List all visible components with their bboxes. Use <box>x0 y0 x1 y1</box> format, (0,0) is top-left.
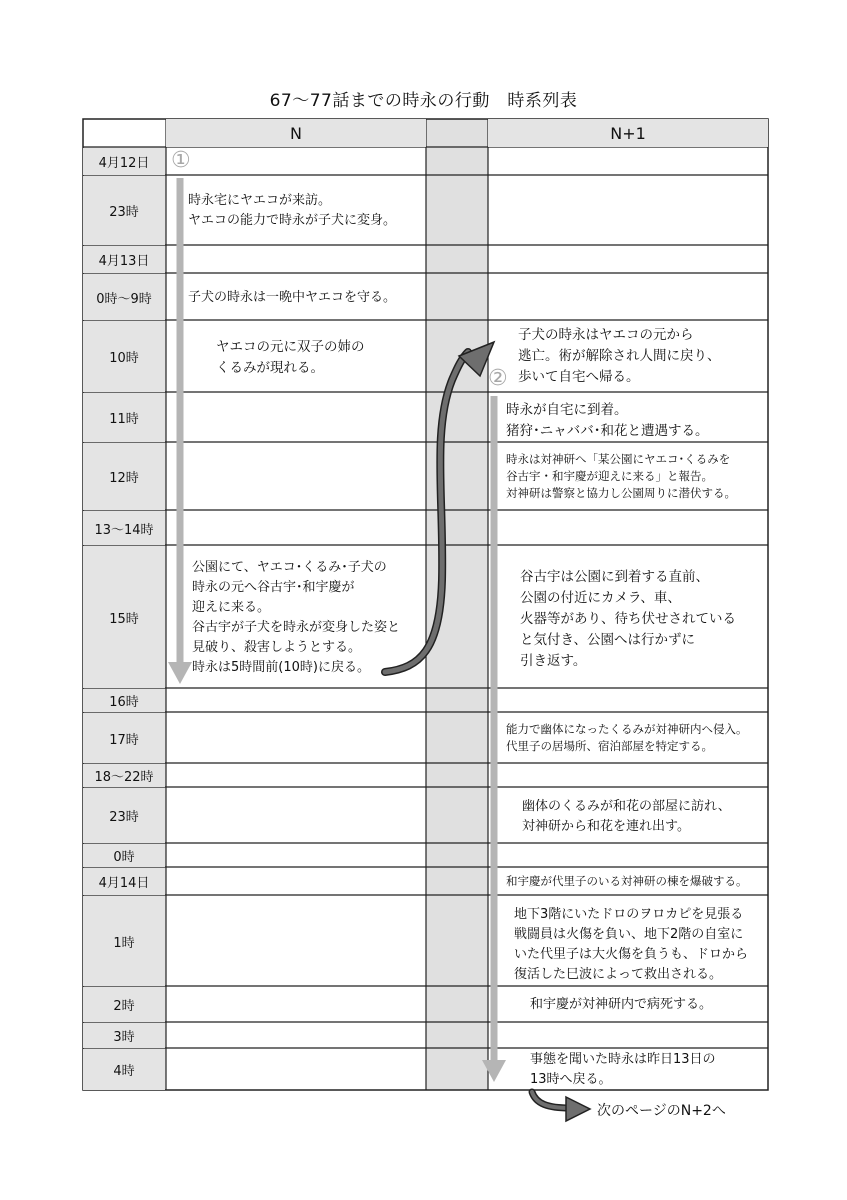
row-label: 23時 <box>83 788 165 843</box>
page-title: 67〜77話までの時永の行動 時系列表 <box>269 91 578 111</box>
row-label: 10時 <box>83 321 165 392</box>
row-label: 15時 <box>83 546 165 688</box>
row-label: 11時 <box>83 393 165 442</box>
row-label: 4月13日 <box>83 246 165 273</box>
row-label: 0時 <box>83 844 165 867</box>
row-label: 4時 <box>83 1049 165 1090</box>
marker-two: ② <box>488 366 508 391</box>
n-event-0-9h: 子犬の時永は一晩中ヤエコを守る。 <box>188 290 397 305</box>
next-page-note: 次のページのN+2へ <box>597 1103 726 1119</box>
n1-event-12h: 時永は対神研へ「某公園にヤエコ･くるみを 谷古宇・和宇慶が迎えに来る」と報告。 対神研は警察と協力し公園周りに潜伏する。 <box>506 452 736 500</box>
n1-event-1h: 地下3階にいたドロのヲロカピを見張る 戦闘員は火傷を負い、地下2階の自室に いた代里子は大火傷を負うも、ドロから 復活した巳波によって救出される。 <box>514 907 749 982</box>
row-label: 4月12日 <box>83 148 165 175</box>
n-event-23h: 時永宅にヤエコが来訪。 ヤエコの能力で時永が子犬に変身。 <box>188 193 397 228</box>
row-label: 1時 <box>83 896 165 986</box>
column-header-n: N <box>166 119 426 147</box>
n1-event-17h: 能力で幽体になったくるみが対神研内へ侵入。 代里子の居場所、宿泊部屋を特定する。 <box>506 722 748 753</box>
n1-event-23h: 幽体のくるみが和花の部屋に訪れ、 対神研から和花を連れ出す。 <box>522 799 731 834</box>
n-event-15h: 公園にて、ヤエコ･くるみ･子犬の 時永の元へ谷古宇･和宇慶が 迎えに来る。 谷古宇が子犬を時永が変身した姿と 見破り、殺害しようとする。 時永は5時間前(10時)に戻る。 <box>192 560 401 675</box>
row-label: 12時 <box>83 443 165 510</box>
n1-event-11h: 時永が自宅に到着。 猪狩･ニャババ･和花と遭遇する。 <box>506 402 709 439</box>
n1-event-4h: 事態を聞いた時永は昨日13日の 13時へ戻る。 <box>530 1052 716 1087</box>
n1-event-2h: 和宇慶が対神研内で病死する。 <box>530 997 713 1012</box>
row-label: 23時 <box>83 176 165 245</box>
marker-one: ① <box>171 148 191 173</box>
row-label: 17時 <box>83 713 165 763</box>
row-label: 4月14日 <box>83 868 165 895</box>
n1-event-10h: 子犬の時永はヤエコの元から 逃亡。術が解除され人間に戻り、 歩いて自宅へ帰る。 <box>518 327 721 385</box>
row-label: 2時 <box>83 987 165 1022</box>
column-header-n1: N+1 <box>488 119 768 147</box>
n-event-10h: ヤエコの元に双子の姉の くるみが現れる。 <box>216 339 365 376</box>
row-label: 3時 <box>83 1023 165 1048</box>
n1-event-0414: 和宇慶が代里子のいる対神研の棟を爆破する。 <box>506 874 748 888</box>
row-label: 18〜22時 <box>83 764 165 787</box>
row-label: 13〜14時 <box>83 511 165 545</box>
row-label: 16時 <box>83 689 165 712</box>
n1-event-15h: 谷古宇は公園に到着する直前、 公園の付近にカメラ、車、 火器等があり、待ち伏せされている と気付き、公園へは行かずに 引き返す。 <box>520 569 736 669</box>
row-label: 0時〜9時 <box>83 274 165 320</box>
